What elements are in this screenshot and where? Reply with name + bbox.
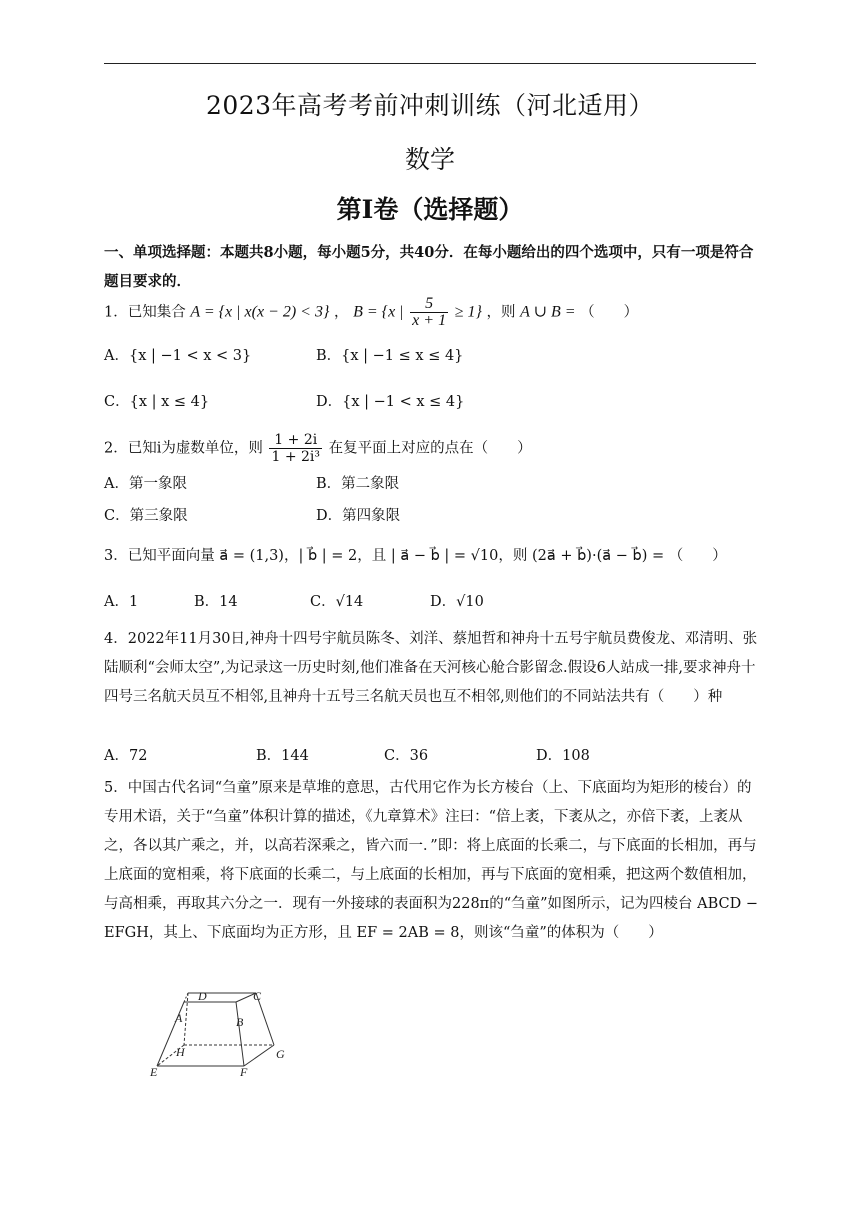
- figure-label-b: B: [236, 1015, 244, 1029]
- q1-set-b-suffix: ≥ 1}: [454, 303, 482, 321]
- q1-set-b-prefix: B = {x |: [353, 303, 404, 321]
- q1-sep: ，: [333, 304, 349, 321]
- q2-option-b: B．第二象限: [316, 476, 400, 492]
- figure-label-a: A: [175, 1011, 183, 1025]
- q1-text-b: ，则: [486, 304, 516, 321]
- q4-option-a: A．72: [104, 748, 148, 764]
- q3-option-c: C．√14: [310, 594, 364, 610]
- q4-option-d: D．108: [536, 748, 590, 764]
- figure-label-d: D: [198, 989, 207, 1003]
- subject-title: 数学: [404, 145, 455, 174]
- figure-label-f: F: [240, 1065, 248, 1077]
- q4-option-c: C．36: [384, 748, 429, 764]
- q1-option-a: A．{x | −1 < x < 3}: [104, 348, 252, 364]
- q2-fraction: [269, 432, 322, 465]
- figure-label-c: C: [253, 989, 262, 1003]
- q1-fraction-denominator: x + 1: [412, 312, 447, 329]
- q1-option-b: B．{x | −1 ≤ x ≤ 4}: [316, 348, 464, 364]
- q1-answer-blank: （ ）: [580, 304, 639, 321]
- q3-option-b: B．14: [194, 594, 238, 610]
- q3-option-a: A．1: [104, 594, 139, 610]
- q1-set-a: A = {x | x(x − 2) < 3}: [190, 303, 330, 321]
- q2-option-d: D．第四象限: [316, 508, 401, 524]
- q3-option-d: D．√10: [430, 594, 484, 610]
- question-4: 4．2022年11月30日,神舟十四号宇航员陈冬、刘洋、蔡旭哲和神舟十五号宇航员费俊龙、邓清明、张陆顺利“会师太空”,为记录这一历史时刻,他们准备在天河核心舱合影留念.假设6人站成一排,要求神舟十四号三名航天员互不相邻,且神舟十五号三名航天员也互不相邻,则他们的不同站法共有（ ）种: [104, 631, 758, 705]
- q4-option-b: B．144: [256, 748, 309, 764]
- page-title: 2023年高考考前冲刺训练（河北适用）: [205, 91, 655, 120]
- q1-fraction-numerator: 5: [410, 296, 448, 313]
- q1-option-c: C．{x | x ≤ 4}: [104, 394, 210, 410]
- q2-option-c: C．第三象限: [104, 508, 188, 524]
- q1-option-d: D．{x | −1 < x ≤ 4}: [316, 394, 465, 410]
- question-5: 5．中国古代名词“刍童”原来是草堆的意思，古代用它作为长方棱台（上、下底面均为矩形的棱台）的专用术语，关于“刍童”体积计算的描述，《九章算术》注曰：“倍上袤，下袤从之，亦倍下袤，上袤从之，各以其广乘之，并，以高若深乘之，皆六而一．”即：将上底面的长乘二，与下底面的长相加，再与上底面的宽相乘，将下底面的长乘二，与上底面的长相加，再与下底面的宽相乘，把这两个数值相加，与高相乘，再取其六分之一．现有一外接球的表面积为228π的“刍童”如图所示，记为四棱台 ABCD − EFGH，其上、下底面均为正方形，且 EF = 2AB = 8，则该“刍童”的体积为（ ）: [104, 780, 759, 941]
- q2-option-a: A．第一象限: [104, 476, 187, 492]
- figure-label-g: G: [276, 1047, 285, 1061]
- q1-fraction: [410, 296, 448, 329]
- q1-expression: A ∪ B =: [520, 303, 576, 321]
- question-3: 3．已知平面向量 a⃗ = (1,3)，| b⃗ | = 2，且 | a⃗ − b⃗ | = √10，则 (2a⃗ + b⃗)·(a⃗ − b⃗) = （ ）: [104, 548, 727, 564]
- frustum-figure: [140, 985, 300, 1077]
- figure-label-h: H: [176, 1045, 185, 1059]
- figure-label-e: E: [150, 1065, 158, 1077]
- q2-fraction-denominator: 1 + 2i³: [271, 449, 321, 465]
- top-rule: [104, 63, 756, 64]
- question-1: [104, 296, 760, 329]
- q1-text-a: 1．已知集合: [104, 304, 186, 321]
- section-instructions: 一、单项选择题：本题共8小题，每小题5分，共40分．在每小题给出的四个选项中，只有一项是符合题目要求的．: [104, 244, 754, 290]
- q2-fraction-numerator: 1 + 2i: [269, 432, 322, 449]
- question-2: [104, 432, 760, 465]
- q2-text-b: 在复平面上对应的点在（ ）: [328, 440, 532, 457]
- q2-text-a: 2．已知i为虚数单位，则: [104, 440, 263, 457]
- section-title: 第Ⅰ卷（选择题）: [336, 195, 524, 224]
